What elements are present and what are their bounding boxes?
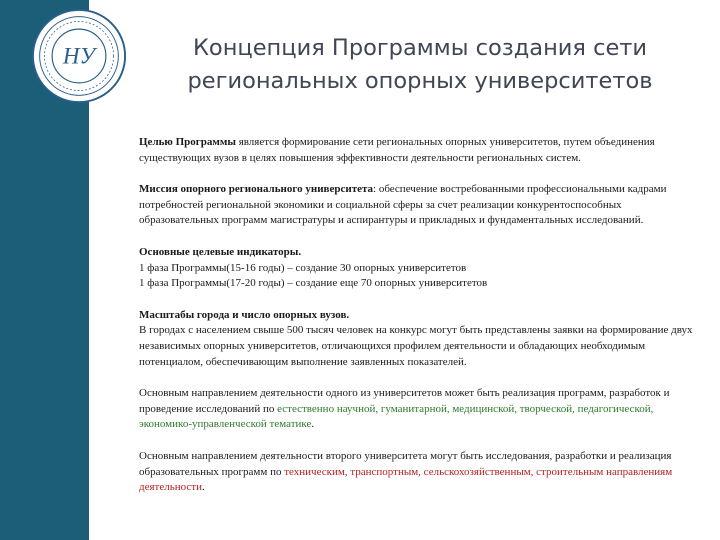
goal-paragraph [139, 135, 701, 166]
first-university-paragraph [139, 386, 701, 433]
university-emblem-icon [31, 8, 127, 104]
slide-body [139, 135, 701, 512]
second-university-highlight: техническим, транспортным, сельскохозяйственным, строительным направлениям деятельности [139, 465, 673, 494]
second-university-text: Основным направлением деятельности второго университета могут быть исследования, разработки и реализация образовательных программ по [139, 449, 672, 478]
mission-text: : обеспечение востребованными профессиональными кадрами потребностей региональной экономики и социальной сферы за счет реализации конкурентоспособных образовательных программ магистратуры и аспирантуры и прикладных и фундаментальных исследований. [139, 183, 667, 227]
title-line-2: региональных опорных университетов [187, 68, 653, 94]
mission-lead: Миссия опорного регионального университета [139, 183, 374, 196]
emblem-monogram: НУ [62, 42, 96, 69]
mission-paragraph [139, 182, 701, 229]
slide-title [150, 32, 690, 98]
scale-paragraph [139, 308, 701, 370]
first-university-text: Основным направлением деятельности одного из университетов может быть реализация программ, разработок и проведение исследований по [139, 387, 670, 415]
first-university-end: . [311, 418, 315, 431]
scale-text: В городах с населением свыше 500 тысяч человек на конкурс могут быть представлены заявки на формирование двух независимых опорных университетов, отличающихся профилем деятельности и обладающих необходимым потенциалом, обеспечивающим выполнение заявленных показателей. [139, 324, 693, 368]
indicators-line-2: 1 фаза Программы(17-20 годы) – создание еще 70 опорных университетов [139, 277, 488, 290]
title-line-1: Концепция Программы создания сети [192, 35, 648, 61]
indicators-paragraph [139, 245, 701, 292]
indicators-lead: Основные целевые индикаторы. [139, 245, 302, 258]
goal-text: является формирование сети региональных опорных университетов, путем объединения существующих вузов в целях повышения эффективности деятельности региональных систем. [139, 136, 655, 164]
second-university-paragraph [139, 449, 701, 496]
scale-lead: Масштабы города и число опорных вузов. [139, 308, 350, 321]
first-university-highlight: естественно научной, гуманитарной, медицинской, творческой, педагогической, экономико-управленческой тематике [139, 402, 654, 431]
goal-lead: Целью Программы [139, 136, 236, 148]
indicators-line-1: 1 фаза Программы(15-16 годы) – создание 30 опорных университетов [139, 261, 467, 274]
second-university-end: . [201, 481, 205, 494]
